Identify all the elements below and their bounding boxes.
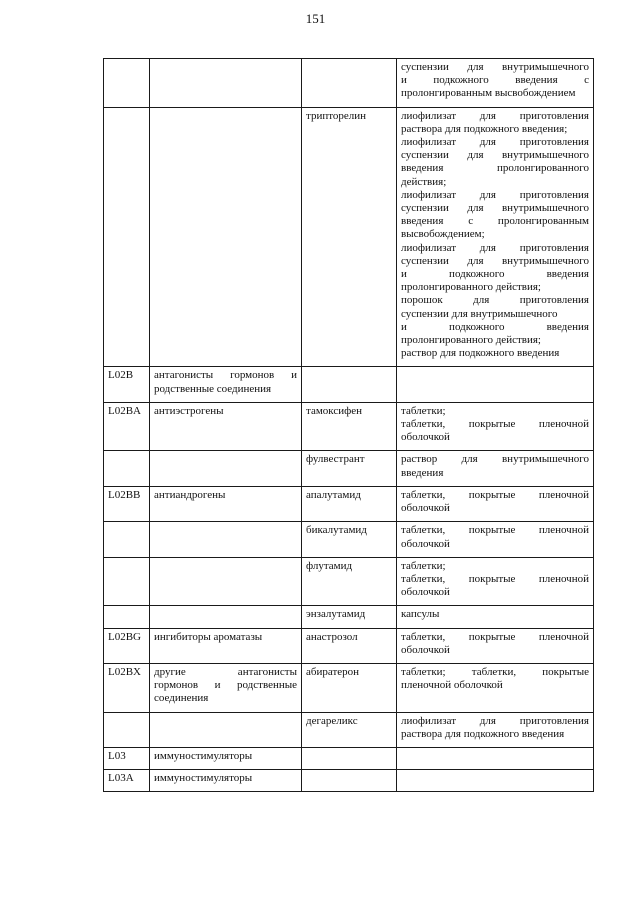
group-cell: [150, 402, 302, 451]
atc-code-cell: L02BB: [104, 486, 150, 521]
dosage-form-line: раствора для подкожного введения: [401, 727, 565, 740]
drug-name-cell: трипторелин: [302, 107, 397, 367]
table-body: [104, 59, 594, 792]
atc-code-cell: L02BX: [104, 663, 150, 712]
dosage-form-cell: [397, 107, 594, 367]
dosage-form-line: суспензии для внутримышечного: [401, 61, 589, 73]
drug-name-cell: фулвестрант: [302, 451, 397, 486]
group-name-line: соединения: [154, 692, 209, 705]
drug-name-cell: анастрозол: [302, 628, 397, 663]
group-cell: [150, 522, 302, 557]
group-cell: [150, 628, 302, 663]
dosage-form-line: введения пролонгированного: [401, 162, 589, 175]
dosage-form-line: раствор для подкожного введения: [401, 347, 560, 360]
table-row: [104, 522, 594, 557]
table-row: [104, 107, 594, 367]
dosage-form-cell: [397, 402, 594, 451]
dosage-form-line: введения с пролонгированным: [401, 215, 589, 228]
dosage-form-line: оболочкой: [401, 586, 450, 599]
table-row: [104, 712, 594, 747]
dosage-form-line: таблетки; таблетки, покрытые: [401, 665, 589, 678]
group-cell: [150, 770, 302, 792]
dosage-form-line: пролонгированным высвобождением: [401, 87, 576, 100]
dosage-form-line: таблетки, покрытые пленочной: [401, 488, 589, 501]
table-row: [104, 747, 594, 769]
table-row: [104, 451, 594, 486]
group-cell: [150, 712, 302, 747]
group-cell: [150, 59, 302, 108]
dosage-form-line: оболочкой: [401, 431, 450, 444]
dosage-form-cell: [397, 663, 594, 712]
dosage-form-line: действия;: [401, 175, 447, 188]
drug-name-cell: бикалутамид: [302, 522, 397, 557]
group-name-line: иммуностимуляторы: [154, 749, 253, 762]
group-cell: [150, 486, 302, 521]
dosage-form-cell: [397, 367, 594, 402]
table-row: [104, 367, 594, 402]
dosage-form-line: и подкожного введения: [401, 320, 589, 333]
dosage-form-line: таблетки, покрытые пленочной: [401, 524, 589, 537]
dosage-form-line: и подкожного введения: [401, 268, 589, 281]
drug-name-cell: тамоксифен: [302, 402, 397, 451]
dosage-form-line: введения: [401, 466, 444, 479]
dosage-form-line: высвобождением;: [401, 228, 485, 241]
atc-code-cell: [104, 712, 150, 747]
dosage-form-line: пролонгированного действия;: [401, 334, 541, 347]
table-row: [104, 486, 594, 521]
dosage-form-line: и подкожного введения с: [401, 74, 589, 87]
drug-name-cell: флутамид: [302, 557, 397, 606]
dosage-form-cell: [397, 747, 594, 769]
table-row: [104, 606, 594, 628]
group-cell: [150, 557, 302, 606]
group-name-line: родственные соединения: [154, 382, 272, 395]
group-cell: [150, 107, 302, 367]
atc-code-cell: [104, 451, 150, 486]
page-number: 151: [305, 11, 326, 26]
group-name-line: ингибиторы ароматазы: [154, 630, 263, 643]
dosage-form-cell: [397, 451, 594, 486]
atc-code-cell: [104, 606, 150, 628]
atc-code-cell: L02B: [104, 367, 150, 402]
dosage-form-line: оболочкой: [401, 502, 450, 515]
dosage-form-line: капсулы: [401, 608, 440, 621]
dosage-form-line: таблетки, покрытые пленочной: [401, 630, 589, 643]
group-cell: [150, 747, 302, 769]
group-cell: [150, 663, 302, 712]
dosage-form-line: таблетки, покрытые пленочной: [401, 418, 589, 431]
dosage-form-line: пролонгированного действия;: [401, 281, 541, 294]
atc-code-cell: L02BA: [104, 402, 150, 451]
drug-name-cell: [302, 770, 397, 792]
drug-name-cell: апалутамид: [302, 486, 397, 521]
drug-name-cell: [302, 747, 397, 769]
dosage-form-cell: [397, 770, 594, 792]
dosage-form-line: раствор для внутримышечного: [401, 453, 589, 466]
drug-name-cell: [302, 59, 397, 108]
dosage-form-cell: [397, 628, 594, 663]
atc-code-cell: [104, 557, 150, 606]
group-cell: [150, 606, 302, 628]
dosage-form-line: пленочной оболочкой: [401, 679, 503, 692]
dosage-form-line: таблетки, покрытые пленочной: [401, 572, 589, 585]
dosage-form-line: суспензии для внутримышечного: [401, 307, 558, 320]
group-name-line: антиандрогены: [154, 488, 226, 501]
dosage-form-cell: [397, 557, 594, 606]
dosage-form-line: таблетки;: [401, 559, 446, 572]
dosage-form-cell: [397, 712, 594, 747]
dosage-form-line: лиофилизат для приготовления: [401, 241, 589, 254]
table-row: [104, 402, 594, 451]
table-row: [104, 59, 594, 108]
dosage-form-line: лиофилизат для приготовления: [401, 136, 589, 149]
atc-code-cell: [104, 107, 150, 367]
group-name-line: другие антагонисты: [154, 665, 297, 678]
table-row: [104, 663, 594, 712]
atc-code-cell: L03: [104, 747, 150, 769]
drug-name-cell: дегареликс: [302, 712, 397, 747]
dosage-form-line: суспензии для внутримышечного: [401, 149, 589, 162]
atc-code-cell: [104, 522, 150, 557]
group-name-line: гормонов и родственные: [154, 679, 297, 692]
drug-classification-table: [103, 58, 594, 792]
dosage-form-line: оболочкой: [401, 643, 450, 656]
dosage-form-line: лиофилизат для приготовления: [401, 714, 589, 727]
dosage-form-line: оболочкой: [401, 537, 450, 550]
group-name-line: антиэстрогены: [154, 404, 224, 417]
dosage-form-line: лиофилизат для приготовления: [401, 188, 589, 201]
atc-code-cell: [104, 59, 150, 108]
dosage-form-line: лиофилизат для приготовления: [401, 109, 589, 122]
drug-name-cell: энзалутамид: [302, 606, 397, 628]
drug-name-cell: абиратерон: [302, 663, 397, 712]
group-name-line: антагонисты гормонов и: [154, 369, 297, 382]
dosage-form-cell: [397, 522, 594, 557]
dosage-form-cell: [397, 486, 594, 521]
table-row: [104, 557, 594, 606]
dosage-form-line: таблетки;: [401, 404, 446, 417]
dosage-form-line: суспензии для внутримышечного: [401, 254, 589, 267]
atc-code-cell: L03A: [104, 770, 150, 792]
dosage-form-line: суспензии для внутримышечного: [401, 202, 589, 215]
group-name-line: иммуностимуляторы: [154, 772, 253, 785]
drug-name-cell: [302, 367, 397, 402]
dosage-form-cell: [397, 606, 594, 628]
group-cell: [150, 451, 302, 486]
table-row: [104, 628, 594, 663]
group-cell: [150, 367, 302, 402]
dosage-form-line: раствора для подкожного введения;: [401, 122, 568, 135]
table-row: [104, 770, 594, 792]
atc-code-cell: L02BG: [104, 628, 150, 663]
dosage-form-line: порошок для приготовления: [401, 294, 589, 307]
dosage-form-cell: [397, 59, 594, 108]
